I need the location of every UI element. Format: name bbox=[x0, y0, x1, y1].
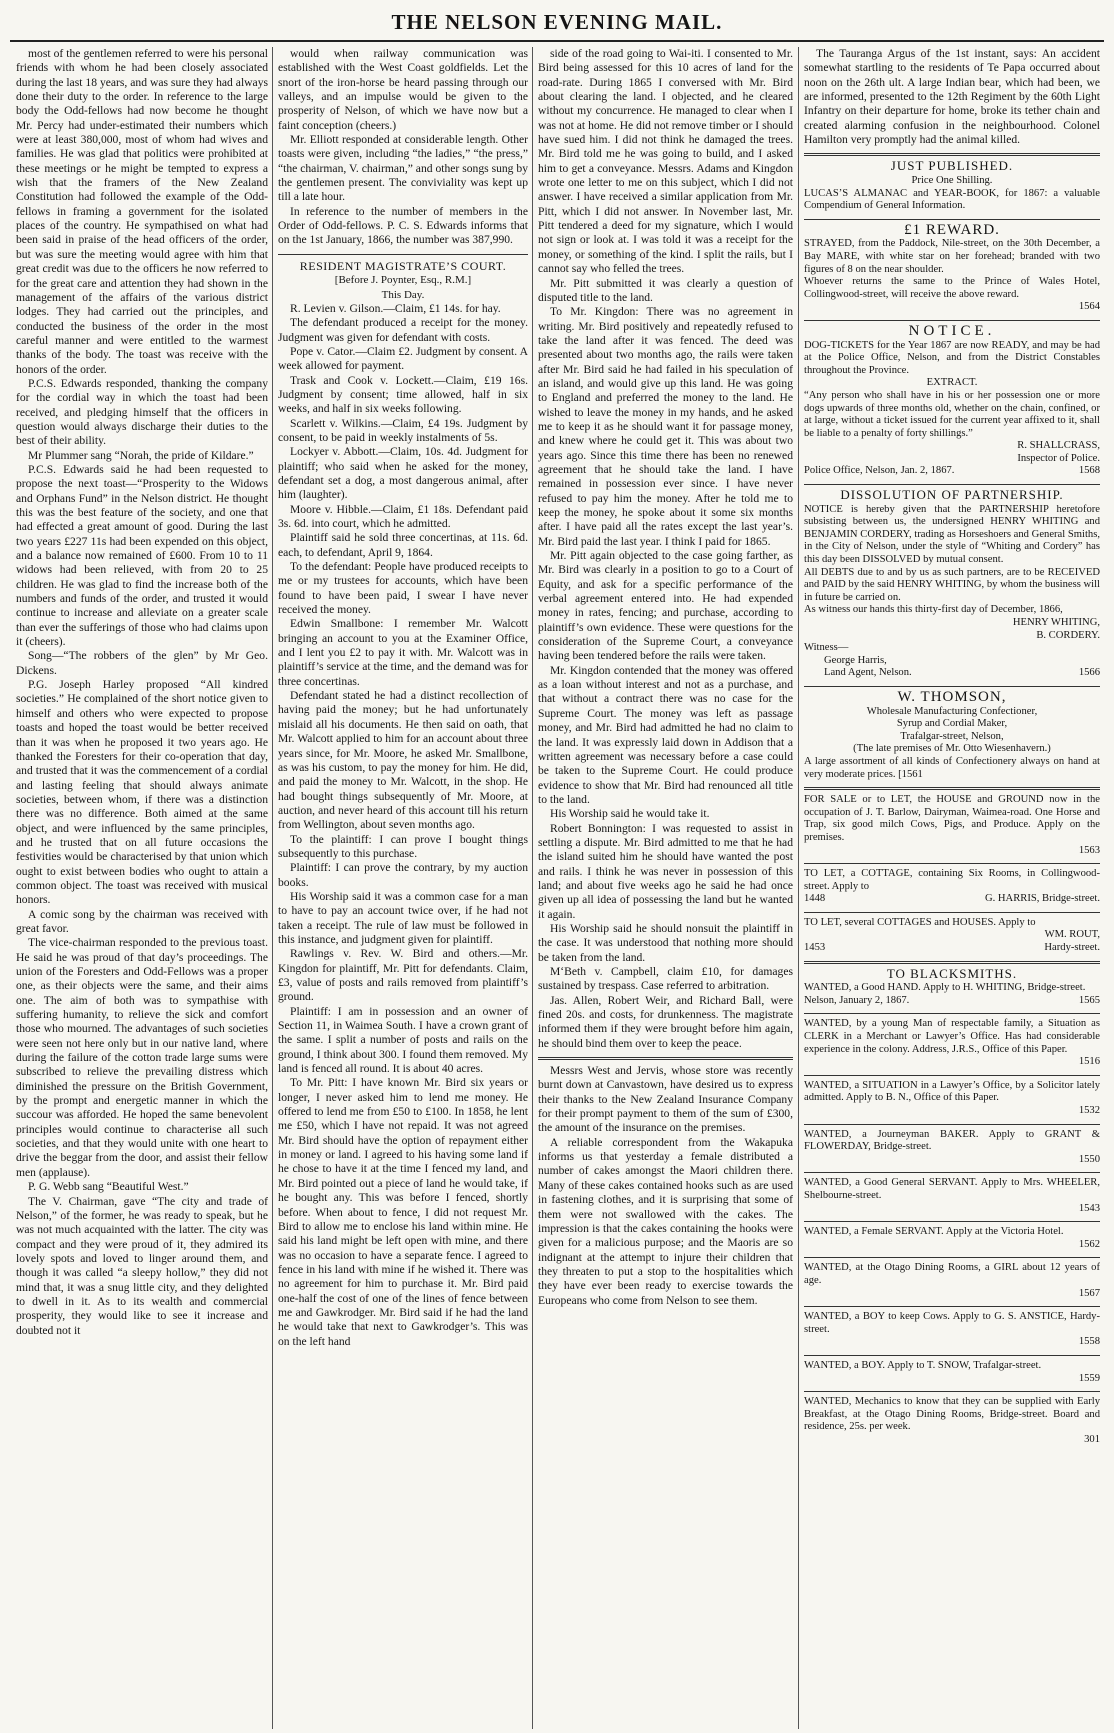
paragraph: To the defendant: People have produced receipts to me or my trustees for accounts, which have been found to have been paid, I swear I have never received the money. bbox=[278, 560, 528, 617]
ad-text: Whoever returns the same to the Prince of Wales Hotel, Collingwood-street, will receive the above reward. bbox=[804, 276, 1100, 300]
ad-extract-label: EXTRACT. bbox=[926, 377, 978, 389]
ad-footer-text: Nelson, January 2, 1867. bbox=[804, 994, 910, 1006]
ad-text: TO LET, a COTTAGE, containing Six Rooms, in Collingwood-street. Apply to bbox=[804, 868, 1100, 892]
paragraph: The defendant produced a receipt for the money. Judgment was given for defendant with costs. bbox=[278, 316, 528, 344]
ad-text: As witness our hands this thirty-first day of December, 1866, bbox=[804, 604, 1063, 616]
section-rule bbox=[278, 254, 528, 255]
column-1 bbox=[16, 47, 268, 1729]
ad-title: JUST PUBLISHED. bbox=[890, 158, 1014, 174]
paragraph: Rawlings v. Rev. W. Bird and others.—Mr. Kingdon for plaintiff, Mr. Pitt for defendants. Claim, £3, value of posts and rails removed from plaintiff’s ground. bbox=[278, 947, 528, 1004]
ad-line: Wholesale Manufacturing Confectioner, bbox=[866, 705, 1038, 717]
ad-line: Syrup and Cordial Maker, bbox=[896, 718, 1008, 730]
ad-title: TO BLACKSMITHS. bbox=[886, 965, 1018, 981]
ad-reward bbox=[804, 221, 1100, 314]
ad-number: 1566 bbox=[1078, 667, 1100, 679]
paragraph: Plaintiff: I am in possession and an owner of Section 11, in Waimea South. I have a crown grant of the same. I split a number of posts and rails on the ground, I think about 300. I found them removed. My land is fenced all round. It is about 40 acres. bbox=[278, 1004, 528, 1076]
ad-number: 1559 bbox=[1078, 1372, 1100, 1384]
ad-rule bbox=[804, 1306, 1100, 1307]
paragraph: P.C.S. Edwards said he had been requested to propose the next toast—“Prosperity to the Widows and Orphans Fund” in the Nelson district. He thought this was the best feature of the society, and one that had effected a great amount of good. During the last two years £227 11s had been expended on this object, and a balance now remained of £600. From 10 to 11 widows had been relieved, with from 20 to 25 children. He was glad to find the increase both of the numbers and funds of the order, and trusted it would continue to increase and alleviate on a greater scale than ever the sufferings of those who had claims upon it (cheers). bbox=[16, 462, 268, 649]
paragraph: Lockyer v. Abbott.—Claim, 10s. 4d. Judgment for plaintiff; who said when he asked for the money, defendant set a dog, a most dangerous animal, after him (laughter). bbox=[278, 445, 528, 502]
ad-text: LUCAS’S ALMANAC and YEAR-BOOK, for 1867: a valuable Compendium of General Information. bbox=[804, 187, 1100, 212]
paragraph: To Mr. Kingdon: There was no agreement in writing. Mr. Bird positively and repeatedly refused to take the land after it was fenced. The deed was presented about two months ago, the rails were taken after Mr. Bird said he had failed in his speculation of an island, and would give up this land. He was going to England and preferred the money to the land. He wished to leave the money in my hands, and he asked me to keep it as he should want it for passage money, and knew where he could get it. This was about two years ago. Since this time there has been no renewed agreement that he should take the land. I have remained in possession ever since. I have never refused to pay him the money. After he told me to keep the money, he spoke about it some six months after. I have paid all the rates except the last year’s. Mr. Bird paid the last year. I think I paid for 1865. bbox=[538, 305, 793, 548]
paragraph: Song—“The robbers of the glen” by Mr Geo. Dickens. bbox=[16, 649, 268, 677]
ad-text: DOG-TICKETS for the Year 1867 are now READY, and may be had at the Police Office, Nelson, and from the District Constables throughout the Province. bbox=[804, 339, 1100, 376]
ad-wanted bbox=[804, 1080, 1100, 1118]
ad-thomson bbox=[804, 688, 1100, 781]
ad-text: NOTICE is hereby given that the PARTNERSHIP heretofore subsisting between us, the undersigned HENRY WHITING and BENJAMIN CORDERY, trading as Horseshoers and General Smiths, in the City of Nelson, under the style of “Whiting and Cordery” has this day been DISSOLVED by mutual consent. bbox=[804, 503, 1100, 566]
ad-text: WANTED, Mechanics to know that they can be supplied with Early Breakfast, at the Otago Dining Rooms, Bridge-street. Board and residence, 25s. per week. bbox=[804, 1396, 1100, 1433]
ad-rule bbox=[804, 1075, 1100, 1076]
column-rule bbox=[798, 47, 799, 1729]
court-before: [Before J. Poynter, Esq., R.M.] bbox=[334, 274, 472, 287]
ad-rule bbox=[804, 1172, 1100, 1173]
ad-text: FOR SALE or to LET, the HOUSE and GROUND now in the occupation of J. T. Barlow, Dairyman, Waimea-road. One Horse and Trap, six good milch Cows, Pigs, and Produce. Apply on the premises. bbox=[804, 794, 1100, 843]
ad-extract: “Any person who shall have in his or her possession one or more dogs upwards of three months old, whether on the chain, confined, or at large, without a ticket issued for the current year affixed to it, shall be liable to a penalty of forty shillings.” bbox=[804, 389, 1100, 439]
ad-rule bbox=[804, 912, 1100, 913]
ad-wanted bbox=[804, 1129, 1100, 1167]
ad-price: Price One Shilling. bbox=[911, 175, 993, 186]
ad-blacksmiths bbox=[804, 965, 1100, 1008]
paragraph: The vice-chairman responded to the previous toast. He said he was proud of that day’s proceedings. The union of the Foresters and Odd-Fellows was a proper one, as their objects were the same, and their aims one. The aim of both was to sympathise with suffering humanity, to relieve the sick and comfort those who mourned. The advantages of such societies were seen not here only but in our native land, where during the failure of the cotton trade large sums were subscribed to relieve the prevailing distress which diminished the pressure on the British Government, by the prompt and energetic manner in which the succour was afforded. He hoped the same benevolent principles would continue to characterise all such societies, and that they would unite with one heart to drive the beggar from the door, and assist their fellow men (applause). bbox=[16, 936, 268, 1179]
paragraph: Scarlett v. Wilkins.—Claim, £4 19s. Judgment by consent, to be paid in weekly instalments of 5s. bbox=[278, 416, 528, 444]
ad-text: WANTED, a BOY. Apply to T. SNOW, Trafalgar-street. bbox=[804, 1359, 1042, 1371]
ad-text: WANTED, a Good General SERVANT. Apply to Mrs. WHEELER, Shelbourne-street. bbox=[804, 1177, 1100, 1201]
ad-number: 1453 bbox=[804, 942, 826, 954]
masthead: THE NELSON EVENING MAIL. bbox=[391, 10, 723, 34]
ad-line: (The late premises of Mr. Otto Wiesenhavern.) bbox=[853, 743, 1051, 755]
ad-contact: G. HARRIS, Bridge-street. bbox=[984, 893, 1100, 905]
ad-text: All DEBTS due to and by us as such partners, are to be RECEIVED and PAID by the said HENRY WHITING, by whom the business will in future be carried on. bbox=[804, 566, 1100, 603]
court-day: This Day. bbox=[381, 288, 425, 301]
column-4 bbox=[804, 47, 1100, 1729]
paragraph: M‘Beth v. Campbell, claim £10, for damages sustained by trespass. Case referred to arbitration. bbox=[538, 965, 793, 993]
paragraph: To Mr. Pitt: I have known Mr. Bird six years or longer, I never asked him to lend me money. He offered to lend me from £50 to £100. In 1858, he lent me £50, which I have not repaid. It was not agreed Mr. Bird should have the option of repayment either in money or land. I agreed to his having some land if he chose to have it at the time I fenced my land, and Mr. Bird pointed out a piece of land he would take, if he bought any. This was before I fenced, shortly before. When about to fence, I did not request Mr. Bird to allow me to enclose his land within mine. He said his land might be left open with mine, and there was no occasion to have a separate fence. I agreed to fence in his land with mine if he wished it. There was no agreement for him to purchase it. Mr. Bird paid one-half the cost of one of the lines of fence between me and Gawkrodger. Mr. Bird said if he had the land he would take that next to Gawkrodger’s. This was on the left hand bbox=[278, 1076, 528, 1348]
paragraph: Mr. Pitt submitted it was clearly a question of disputed title to the land. bbox=[538, 276, 793, 304]
ad-witness-name: George Harris, bbox=[824, 654, 887, 666]
ad-footer-text: Police Office, Nelson, Jan. 2, 1867. bbox=[804, 465, 955, 477]
ad-dissolution bbox=[804, 489, 1100, 680]
ad-number: 1565 bbox=[1078, 994, 1100, 1006]
paragraph: His Worship said he should nonsuit the plaintiff in the case. It was understood that nothing more should be taken from the land. bbox=[538, 921, 793, 964]
ad-witness: Witness— bbox=[804, 642, 849, 654]
paragraph: His Worship said he would take it. bbox=[550, 807, 710, 821]
ad-number: 1543 bbox=[1078, 1202, 1100, 1214]
paragraph: Mr. Elliott responded at considerable length. Other toasts were given, including “the ladies,” “the press,” “the chairman, V. chairman,” and other songs sung by the gentlemen present. The conviviality was kept up till a late hour. bbox=[278, 133, 528, 204]
ad-rule bbox=[804, 1013, 1100, 1014]
paragraph: Plaintiff: I can prove the contrary, by my auction books. bbox=[278, 861, 528, 889]
ad-wanted bbox=[804, 1360, 1100, 1385]
masthead-rule bbox=[10, 40, 1104, 42]
ad-number: 301 bbox=[1084, 1433, 1100, 1445]
ad-witness-title: Land Agent, Nelson. bbox=[824, 667, 912, 679]
column-rule bbox=[272, 47, 273, 1729]
ad-footer bbox=[804, 667, 1100, 680]
paragraph: Trask and Cook v. Lockett.—Claim, £19 16s. Judgment by consent; time allowed, half in six weeks, and half in six weeks following. bbox=[278, 373, 528, 416]
ad-wanted bbox=[804, 1262, 1100, 1300]
paragraph: Mr. Kingdon contended that the money was offered as a loan without interest and not as a purchase, and that without a contract there was no case for the Supreme Court. The money was left as passage money, and Mr. Bird had admitted he had no claim to the land. It was expressly laid down in Addison that a written agreement was necessary before a case could be taken to the Supreme Court. He could produce evidence to show that Mr. Bird had renounced all title to the land. bbox=[538, 663, 793, 806]
ad-title: W. THOMSON, bbox=[897, 688, 1007, 705]
ad-number: 1550 bbox=[1078, 1153, 1100, 1165]
ad-footer bbox=[804, 942, 1100, 955]
ad-footer bbox=[804, 756, 1100, 781]
ad-signature: B. CORDERY. bbox=[1036, 629, 1100, 641]
ad-text: STRAYED, from the Paddock, Nile-street, on the 30th December, a Bay MARE, with white star on her forehead; branded with two figures of 8 on the near shoulder. bbox=[804, 238, 1100, 275]
section-rule bbox=[538, 1057, 793, 1060]
ad-rule bbox=[804, 686, 1100, 687]
paragraph: Pope v. Cator.—Claim £2. Judgment by consent. A week allowed for payment. bbox=[278, 344, 528, 373]
ad-text: WANTED, a BOY to keep Cows. Apply to G. S. ANSTICE, Hardy-street. bbox=[804, 1311, 1100, 1335]
paragraph: P.C.S. Edwards responded, thanking the company for the cordial way in which the toast had been received, and pledging himself that the officers in question would always discharge their duties to the best of their ability. bbox=[16, 376, 268, 448]
paragraph: P. G. Webb sang “Beautiful West.” bbox=[28, 1180, 189, 1194]
ad-notice bbox=[804, 322, 1100, 478]
paragraph: His Worship said it was a common case for a man to have to pay an account twice over, if he had not taken a receipt. The rule of law must be followed in this instance, and judgment given for plaintiff. bbox=[278, 889, 528, 946]
ad-text: TO LET, several COTTAGES and HOUSES. Apply to bbox=[804, 916, 1036, 928]
paragraph: The V. Chairman, gave “The city and trade of Nelson,” of the former, he was ready to speak, but he was not much acquainted with the latter. The city was compact and they were proud of it, they admired its lovely spots and loved to linger around them, and though it was called “a sleepy hollow,” they did not mind that, it was a snug little city, and they delighted to dwell in it. As to its wealth and commercial prosperity, they would like to see it increase and doubted not it bbox=[16, 1194, 268, 1337]
paragraph: most of the gentlemen referred to were his personal friends with whom he had been closely associated during the last 18 years, and was sure they had always done their duty to the order. In reference to the large body the Odd-fellows had now become he thought Mr. Percy had under-estimated their numbers which were at least 380,000, most of whom had wives and families. He was glad that politics were prohibited at these meetings or he might be tempted to express a wish that the framers of the New Zealand Constitution had followed the example of the Odd-fellows in framing a government for the isolated places of the country. He sympathised on what had been said in praise of the head officers of the order, but was sure the meeting would agree with him that great credit was due to the officers he now referred to for the great care and attention they had shown in the management of the affairs of the various district lodges. They had carried out the principles, and conducted the business of the order in the most careful manner and were entitled to the warmest thanks of the body. The toast was receive with the honors of the order. bbox=[16, 47, 268, 376]
paragraph: Messrs West and Jervis, whose store was recently burnt down at Canvastown, have desired us to express their thanks to the New Zealand Insurance Company for their prompt payment to them of the sum of £300, the amount of the insurance on the premises. bbox=[538, 1064, 793, 1135]
ad-signer-title: Inspector of Police. bbox=[1017, 452, 1100, 464]
ad-text: WANTED, by a young Man of respectable family, a Situation as CLERK in a Merchant or Lawyer’s Office. Has had considerable experience in the colony. Address, J.R.S., Office of this Paper. bbox=[804, 1018, 1100, 1055]
ad-line: Trafalgar-street, Nelson, bbox=[900, 730, 1004, 742]
paragraph: In reference to the number of members in the Order of Odd-fellows. P. C. S. Edwards informs that on the 1st January, 1866, the number was 387,990. bbox=[278, 204, 528, 247]
ad-number: 1516 bbox=[1078, 1056, 1100, 1068]
paragraph: Mr. Pitt again objected to the case going farther, as Mr. Bird was clearly in a position to go to a Court of Equity, and ask for a specific performance of the verbal agreement entered into. He had expended money in rates, fencing; and purchase, according to plaintiff’s own evidence. These were questions for the consideration of the Supreme Court, a conveyance having been tendered before the rails were taken. bbox=[538, 549, 793, 663]
ad-footer bbox=[804, 465, 1100, 478]
ad-title: DISSOLUTION OF PARTNERSHIP. bbox=[840, 487, 1064, 503]
ad-number: [1561 bbox=[898, 768, 923, 780]
ad-rule bbox=[804, 153, 1100, 156]
ad-rule bbox=[804, 1391, 1100, 1392]
ad-number: 1568 bbox=[1078, 465, 1100, 477]
ad-wanted bbox=[804, 1396, 1100, 1446]
ad-rule bbox=[804, 1257, 1100, 1258]
column-3 bbox=[538, 47, 793, 1729]
ad-to-let-cottage bbox=[804, 868, 1100, 906]
ad-signature: HENRY WHITING, bbox=[1012, 617, 1100, 628]
ad-wanted bbox=[804, 1311, 1100, 1349]
ad-number: 1564 bbox=[1078, 301, 1100, 313]
ad-signer: R. SHALLCRASS, bbox=[1017, 440, 1100, 452]
paragraph: To the plaintiff: I can prove I bought things subsequently to this purchase. bbox=[278, 832, 528, 860]
ad-text: WANTED, a Journeyman BAKER. Apply to GRANT & FLOWERDAY, Bridge-street. bbox=[804, 1128, 1100, 1153]
ad-number: 1562 bbox=[1078, 1238, 1100, 1250]
ad-wanted bbox=[804, 1177, 1100, 1215]
paragraph: P.G. Joseph Harley proposed “All kindred societies.” He complained of the short notice given to himself and others who were expected to propose toasts and hoped the toast would be better received than it was when he proposed it two years ago. He thanked the Foresters for their co-operation that day, and trusted that it was the commencement of a cordial and lasting feeling that should always animate societies, between whom, if there was a distinction there was no difference. Both aimed at the same object, and were influenced by the same principles, and he trusted that on all future occasions the festivities would be characterised by that union which ought to exist between bodies who ought to attain a common object. The toast was received with musical honors. bbox=[16, 678, 268, 907]
ad-address: Hardy-street. bbox=[1044, 942, 1100, 954]
ad-text: WANTED, a Good HAND. Apply to H. WHITING, Bridge-street. bbox=[804, 982, 1086, 994]
ad-just-published bbox=[804, 160, 1100, 212]
ad-number: 1567 bbox=[1078, 1287, 1100, 1299]
paragraph: The Tauranga Argus of the 1st instant, says: An accident somewhat startling to the residents of Te Papa occurred about noon on the 26th ult. A large Indian bear, which had been, we are informed, presented to the 12th Regiment by the 60th Light Infantry on their departure for home, broke its tether chain and created alarming confusion in the neighbourhood. Colonel Hamilton very promptly had the animal killed. bbox=[804, 47, 1100, 147]
ad-rule bbox=[804, 484, 1100, 485]
ad-text: WANTED, a SITUATION in a Lawyer’s Office, by a Solicitor lately admitted. Apply to B. N., Office of this Paper. bbox=[804, 1079, 1100, 1104]
ad-wanted bbox=[804, 1226, 1100, 1251]
ad-footer bbox=[804, 995, 1100, 1008]
ad-rule bbox=[804, 219, 1100, 220]
ad-number: 1532 bbox=[1078, 1105, 1100, 1116]
ad-wanted bbox=[804, 1018, 1100, 1068]
paragraph: R. Levien v. Gilson.—Claim, £1 14s. for hay. bbox=[290, 301, 501, 315]
paragraph: A reliable correspondent from the Wakapuka informs us that yesterday a female distributed a number of cakes amongst the Maori children there. Many of these cakes contained hooks such as are used in fastening clothes, and it is surprising that some of them were not swallowed with the cakes. The impression is that the cakes containing the hooks were given for a malicious purpose; and the Maoris are so indignant at the attempt to injure their children that they threaten to put a stop to the hospitalities which they have ever been ready to exercise towards the Europeans who come from Nelson to see them. bbox=[538, 1135, 793, 1307]
ad-to-let-houses bbox=[804, 917, 1100, 955]
paragraph: Mr Plummer sang “Norah, the pride of Kildare.” bbox=[28, 448, 254, 462]
ad-title: £1 REWARD. bbox=[904, 221, 1000, 238]
paragraph: Edwin Smallbone: I remember Mr. Walcott bringing an account to you at the Examiner Office, and I lent you £2 to pay it with. Mr. Walcott was in plaintiff’s service at the time, and the demand was for three concertinas. bbox=[278, 617, 528, 688]
ad-for-sale bbox=[804, 794, 1100, 857]
ad-rule bbox=[804, 1124, 1100, 1125]
ad-number: 1448 bbox=[804, 893, 826, 905]
ad-contact: WM. ROUT, bbox=[1044, 929, 1100, 941]
ad-text: WANTED, a Female SERVANT. Apply at the Victoria Hotel. bbox=[804, 1226, 1064, 1238]
ad-footer bbox=[804, 893, 1100, 906]
court-heading: RESIDENT MAGISTRATE’S COURT. bbox=[299, 258, 507, 273]
paragraph: Robert Bonnington: I was requested to assist in settling a dispute. Mr. Bird admitted to me that he had the island suited him he should have wanted the post and rails. I think he was never in possession of this land; and about five weeks ago he said he had once given up all idea of possessing the land but he wanted it again. bbox=[538, 821, 793, 921]
ad-rule bbox=[804, 961, 1100, 964]
paragraph: Moore v. Hibble.—Claim, £1 18s. Defendant paid 3s. 6d. into court, which he admitted. bbox=[278, 502, 528, 530]
ad-title: NOTICE. bbox=[908, 322, 996, 339]
ad-text: A large assortment of all kinds of Confectionery always on hand at very moderate prices. bbox=[804, 755, 1100, 780]
ad-number: 1563 bbox=[1078, 844, 1100, 856]
paragraph: would when railway communication was established with the West Coast goldfields. Let the snort of the iron-horse be heard passing through our valleys, and an impulse would be given to the prosperity of Nelson, of which we have now but a faint conception (cheers.) bbox=[278, 47, 528, 132]
ad-number: 1558 bbox=[1078, 1336, 1100, 1348]
column-2 bbox=[278, 47, 528, 1729]
paragraph: A comic song by the chairman was received with great favor. bbox=[16, 907, 268, 935]
ad-rule bbox=[804, 787, 1100, 790]
ad-rule bbox=[804, 1355, 1100, 1356]
ad-rule bbox=[804, 1221, 1100, 1222]
ad-rule bbox=[804, 320, 1100, 321]
paragraph: Defendant stated he had a distinct recollection of having paid the money; but he had unfortunately mislaid all his documents. He then said on oath, that Mr. Walcott applied to him for an account about three years since, for Mr. Moore, he asked Mr. Smallbone, as was his custom, to pay the money for him. He did, and paid the money to Mr. Walcott, in the shop. He had bought things subsequently of Mr. Moore, at auction, and never heard of this account till his return from Wellington, about seven months ago. bbox=[278, 689, 528, 832]
paragraph: Plaintiff said he sold three concertinas, at 11s. 6d. each, to defendant, April 9, 1864. bbox=[278, 531, 528, 559]
paragraph: Jas. Allen, Robert Weir, and Richard Ball, were fined 20s. and costs, for drunkenness. The magistrate informed them if they were brought before him again, he should bind them over to keep the peace. bbox=[538, 993, 793, 1050]
column-rule bbox=[532, 47, 533, 1729]
paragraph: side of the road going to Wai-iti. I consented to Mr. Bird being assessed for this 10 acres of land for the road-rate. During 1865 I conversed with Mr. Bird about clearing the land. I objected, and he cleared without my concurrence. He managed to clear when I was not at home. He did not remove timber or I should have sued him. I did not think he damaged the trees. Mr. Bird told me he was going to build, and I asked him to get a conveyance. Messrs. Adams and Kingdon wrote one letter to me on this subject, which I did not answer. I have received a similar application from Mr. Pitt, which I did not answer. In November last, Mr. Pitt tendered a deed for my signature, which I would not sign or look at. I was told it was a receipt for the money, or something of the kind. I split the rails, but I cannot say who felled the trees. bbox=[538, 47, 793, 276]
ad-text: WANTED, at the Otago Dining Rooms, a GIRL about 12 years of age. bbox=[804, 1262, 1100, 1286]
ad-rule bbox=[804, 863, 1100, 864]
